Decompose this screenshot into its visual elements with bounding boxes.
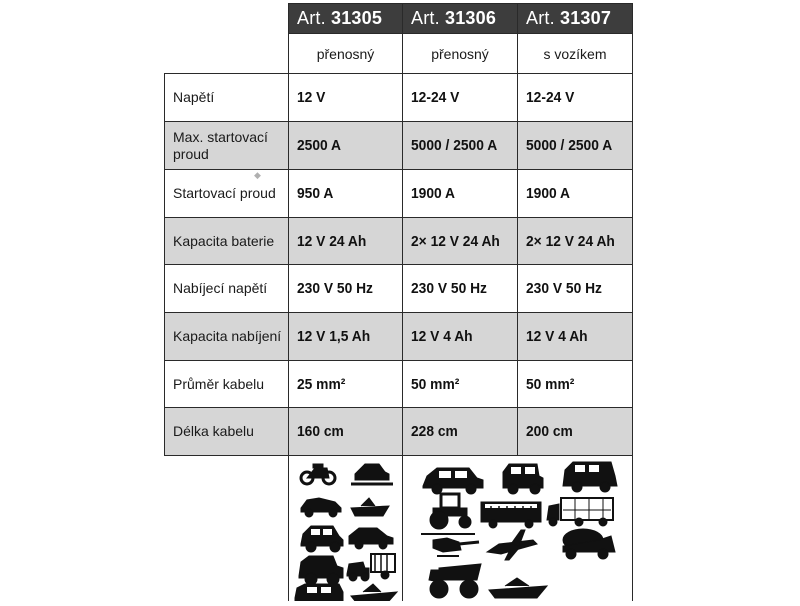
value-cell: 228 cm (403, 408, 518, 456)
speedboat-icon (351, 498, 389, 516)
suv-icon (301, 526, 343, 552)
row-label: Napětí (165, 74, 289, 122)
value-cell: 1900 A (403, 170, 518, 218)
value-cell: 50 mm² (403, 361, 518, 408)
bus-icon (481, 502, 541, 528)
offroad-car-icon (299, 556, 343, 585)
decorative-dot: ◆ (254, 170, 261, 180)
article-header-31306 (403, 4, 518, 34)
row-label: Nabíjecí napětí (165, 265, 289, 313)
value-cell: 230 V 50 Hz (403, 265, 518, 313)
snowmobile-icon (351, 464, 393, 484)
article-header-31307 (518, 4, 633, 34)
table-row (165, 408, 633, 456)
value-cell: 12 V 24 Ah (289, 218, 403, 265)
value-cell: 12 V 4 Ah (403, 313, 518, 361)
value-cell: 50 mm² (518, 361, 633, 408)
value-cell: 25 mm² (289, 361, 403, 408)
row-label: Kapacita nabíjení (165, 313, 289, 361)
value-cell: 12 V (289, 74, 403, 122)
value-cell: 950 A (289, 170, 403, 218)
value-cell: 5000 / 2500 A (403, 122, 518, 170)
table-row (165, 122, 633, 170)
van-icon (295, 584, 343, 601)
variant-row (165, 34, 633, 74)
variant-cell: s vozíkem (518, 34, 633, 74)
article-label: Art. 31305 (297, 8, 383, 28)
convertible-car-icon (301, 498, 341, 517)
pickup-trailer-icon (347, 554, 395, 581)
motorboat-icon (489, 578, 547, 598)
dump-truck-icon (429, 564, 481, 598)
minibus-icon (563, 462, 617, 492)
header-corner (165, 4, 289, 34)
spec-table (164, 3, 633, 456)
mixer-truck-icon (563, 529, 615, 559)
row-label: Max. startovací proud (165, 122, 289, 170)
value-cell: 2500 A (289, 122, 403, 170)
boat-icon (351, 584, 397, 601)
value-cell: 200 cm (518, 408, 633, 456)
motorcycle-icon (301, 464, 335, 484)
variant-cell: přenosný (403, 34, 518, 74)
value-cell: 1900 A (518, 170, 633, 218)
value-cell: 160 cm (289, 408, 403, 456)
value-cell: 12-24 V (403, 74, 518, 122)
vehicle-icons-large-svg (403, 456, 632, 601)
header-row (165, 4, 633, 34)
row-label: Průměr kabelu (165, 361, 289, 408)
article-header-31305 (289, 4, 403, 34)
table-row (165, 265, 633, 313)
table-row (165, 313, 633, 361)
variant-corner (165, 34, 289, 74)
row-label: Startovací proud (165, 170, 289, 218)
vehicle-icons-small-svg (289, 456, 402, 601)
value-cell: 2× 12 V 24 Ah (518, 218, 633, 265)
value-cell: 12-24 V (518, 74, 633, 122)
table-row (165, 170, 633, 218)
vehicle-icons-large (402, 455, 633, 601)
tractor-icon (430, 494, 471, 529)
variant-cell: přenosný (289, 34, 403, 74)
truck-icon (547, 498, 613, 526)
row-label: Délka kabelu (165, 408, 289, 456)
value-cell: 5000 / 2500 A (518, 122, 633, 170)
helicopter-icon (421, 534, 479, 556)
article-label: Art. 31306 (411, 8, 497, 28)
article-label: Art. 31307 (526, 8, 612, 28)
airplane-icon (487, 530, 537, 560)
sedan-icon (349, 528, 393, 549)
value-cell: 12 V 4 Ah (518, 313, 633, 361)
table-row (165, 361, 633, 408)
value-cell: 2× 12 V 24 Ah (403, 218, 518, 265)
station-wagon-icon (423, 468, 483, 494)
value-cell: 230 V 50 Hz (518, 265, 633, 313)
table-row (165, 74, 633, 122)
value-cell: 230 V 50 Hz (289, 265, 403, 313)
vehicle-icons-small (288, 455, 403, 601)
jeep-icon (503, 464, 543, 494)
table-row (165, 218, 633, 265)
value-cell: 12 V 1,5 Ah (289, 313, 403, 361)
row-label: Kapacita baterie (165, 218, 289, 265)
